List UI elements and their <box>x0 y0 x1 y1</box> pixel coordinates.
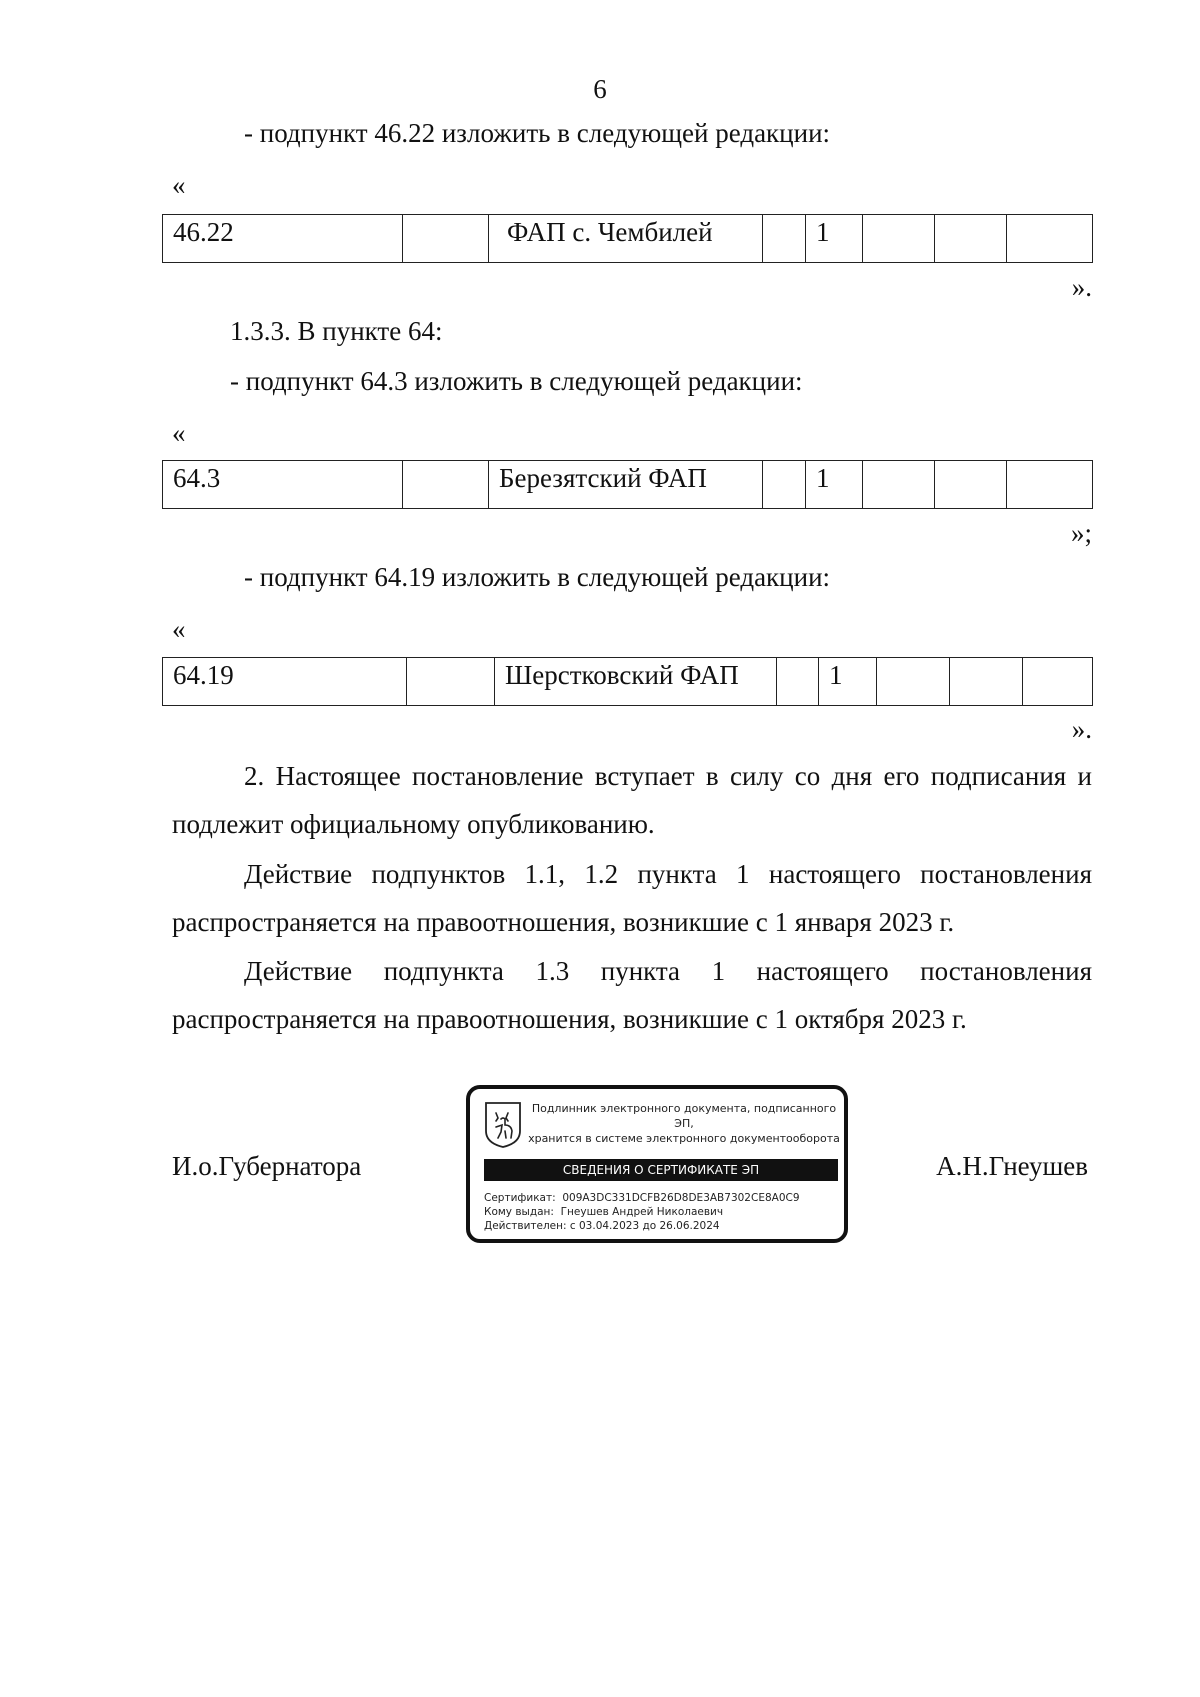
table-row-64-3 <box>162 460 1093 509</box>
cell-empty <box>877 658 950 706</box>
cell-number: 64.3 <box>163 461 403 509</box>
cell-empty <box>777 658 819 706</box>
cell-empty <box>1023 658 1093 706</box>
cell-empty <box>863 461 935 509</box>
cell-number: 64.19 <box>163 658 407 706</box>
closing-quote: »; <box>1070 518 1092 548</box>
point-1-3-3-heading: 1.3.3. В пункте 64: <box>230 316 443 346</box>
e-signature-stamp <box>466 1085 848 1243</box>
subpoint-64-3-intro: - подпункт 64.3 изложить в следующей редакции: <box>230 366 803 396</box>
subpoint-64-19-intro: - подпункт 64.19 изложить в следующей редакции: <box>244 562 831 592</box>
page-number: 6 <box>593 74 607 104</box>
closing-quote: ». <box>1071 714 1092 744</box>
cell-empty <box>763 215 806 263</box>
cell-facility-name: ФАП с. Чембилей <box>489 215 763 263</box>
cell-facility-name: Березятский ФАП <box>489 461 763 509</box>
certificate-validity: с 03.04.2023 до 26.06.2024 <box>569 1220 720 1232</box>
cell-facility-name: Шерстковский ФАП <box>495 658 777 706</box>
paragraph-action-1-1-1-2: Действие подпунктов 1.1, 1.2 пункта 1 настоящего постановления распространяется на правоотношения, возникшие с 1 января 2023 г. <box>172 859 1092 937</box>
closing-quote: ». <box>1071 272 1092 302</box>
opening-quote: « <box>172 170 186 200</box>
cell-empty <box>407 658 495 706</box>
cell-empty <box>1007 461 1093 509</box>
cell-empty <box>950 658 1023 706</box>
cell-count: 1 <box>819 658 877 706</box>
cell-empty <box>763 461 806 509</box>
cell-empty <box>935 215 1007 263</box>
certificate-holder: Гнеушев Андрей Николаевич <box>560 1206 724 1218</box>
paragraph-action-1-3: Действие подпункта 1.3 пункта 1 настоящего постановления распространяется на правоотношения, возникшие с 1 октября 2023 г. <box>172 956 1092 1034</box>
certificate-number: 009A3DC331DCFB26D8DE3AB7302CE8A0C9 <box>562 1192 800 1204</box>
opening-quote: « <box>172 418 186 448</box>
cell-number: 46.22 <box>163 215 403 263</box>
deer-emblem-icon <box>484 1101 522 1149</box>
signatory-name: А.Н.Гнеушев <box>936 1151 1088 1181</box>
stamp-certificate-info: Сертификат: 009A3DC331DCFB26D8DE3AB7302CE8A0C9 Кому выдан: Гнеушев Андрей Николаевич Действителен: с 03.04.2023 до 26.06.2024 <box>484 1192 800 1232</box>
cell-empty <box>403 461 489 509</box>
paragraph-effective-date: 2. Настоящее постановление вступает в силу со дня его подписания и подлежит официальному опубликованию. <box>172 761 1092 839</box>
cell-empty <box>1007 215 1093 263</box>
cell-count: 1 <box>806 461 863 509</box>
opening-quote: « <box>172 614 186 644</box>
table-row-46-22 <box>162 214 1093 263</box>
subpoint-46-22-intro: - подпункт 46.22 изложить в следующей редакции: <box>244 118 831 148</box>
cell-empty <box>935 461 1007 509</box>
stamp-header: Подлинник электронного документа, подписанного ЭП, хранится в системе электронного документооборота <box>528 1102 840 1145</box>
stamp-certificate-band: СВЕДЕНИЯ О СЕРТИФИКАТЕ ЭП <box>484 1159 838 1181</box>
table-row-64-19 <box>162 657 1093 706</box>
cell-count: 1 <box>806 215 863 263</box>
signatory-title: И.о.Губернатора <box>172 1151 362 1181</box>
cell-empty <box>863 215 935 263</box>
cell-empty <box>403 215 489 263</box>
